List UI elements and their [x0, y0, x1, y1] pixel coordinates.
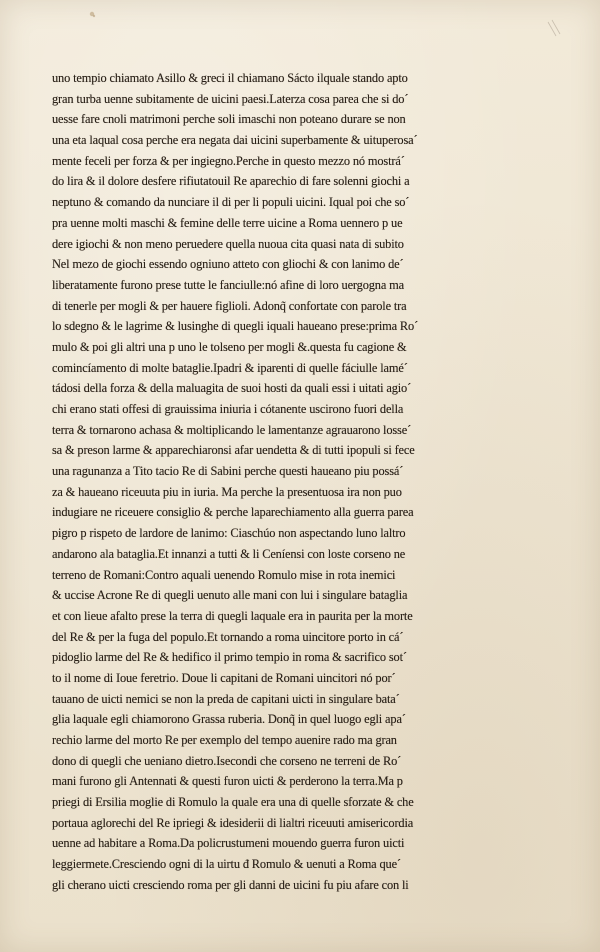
- text-line: di tenerle per mogli & per hauere figlioli. Adonq̃ confortate con parole tra: [52, 298, 407, 313]
- text-line: neptuno & comando da nunciare il di per li populi uicini. Iqual poi che so´: [52, 195, 410, 210]
- text-line: terreno de Romani:Contro aquali uenendo Romulo mise in rota inemici: [52, 567, 396, 582]
- text-line: za & haueano riceuuta piu in iuria. Ma perche la presentuosa ira non puo: [52, 484, 402, 499]
- text-line: glia laquale egli chiamorono Grassa ruberia. Donq̃ in quel luogo egli apa´: [52, 712, 406, 727]
- text-line: mente feceli per forza & per ingiegno.Perche in questo mezzo nó mostrá´: [52, 153, 405, 168]
- text-line: indugiare ne riceuere consiglio & perche laparechiamento alla guerra parea: [52, 505, 414, 520]
- text-line: priegi di Ersilia moglie di Romulo la quale era una di quelle sforzate & che: [52, 795, 414, 810]
- text-line: una ragunanza a Tito tacio Re di Sabini perche questi haueano piu possá´: [52, 464, 404, 479]
- text-line: andarono ala bataglia.Et innanzi a tutti & li Ceníensi con loste corseno ne: [52, 546, 406, 561]
- text-line: tauano de uicti nemici se non la preda de capitani uicti in singulare bata´: [52, 691, 400, 706]
- text-line: gran turba uenne subitamente de uicini paesi.Laterza cosa parea che si do´: [52, 91, 409, 106]
- text-line: do lira & il dolore desfere rifiutatouil Re aparechio di fare solenni giochi a: [52, 174, 410, 189]
- text-line: dono di quegli che ueniano dietro.Isecondi che corseno ne terreni de Ro´: [52, 753, 402, 768]
- text-line: dere igiochi & non meno peruedere quella nuoua cita quasi nata di subito: [52, 236, 404, 251]
- text-line: uesse fare cnoli matrimoni perche soli imaschi non poteano durare se non: [52, 112, 406, 127]
- text-line: lo sdegno & le lagrime & lusinghe di quegli iquali haueano prese:prima Ro´: [52, 319, 419, 334]
- pencil-mark: [548, 20, 560, 36]
- text-line: rechio larme del morto Re per exemplo del tempo auenire rado ma gran: [52, 733, 397, 747]
- text-line: et con lieue afalto prese la terra di quegli laquale era in paurita per la morte: [52, 608, 413, 623]
- text-line: uno tempio chiamato Asillo & greci il chiamano Sácto ilquale stando apto: [52, 71, 408, 85]
- text-line: leggiermete.Cresciendo ogni di la uirtu đ Romulo & uenuti a Roma que´: [52, 857, 401, 872]
- text-line: Nel mezo de giochi essendo ogniuno atteto con gliochi & con lanimo de´: [52, 257, 404, 272]
- text-line: pigro p rispeto de lardore de lanimo: Ciaschúo non aspectando luno laltro: [52, 526, 406, 541]
- text-line: pra uenne molti maschi & femine delle terre uicine a Roma uennero p ue: [52, 215, 403, 230]
- text-line: to il nome di Ioue feretrio. Doue li capitani de Romani uincitori nó por´: [52, 670, 396, 685]
- text-line: una eta laqual cosa perche era negata dai uicini superbamente & uituperosa´: [52, 133, 418, 148]
- text-line: uenne ad habitare a Roma.Da policrustumeni mouendo guerra furon uicti: [52, 836, 405, 851]
- text-line: chi erano stati offesi di grauissima iniuria i cótanente uscirono fuori della: [52, 402, 404, 416]
- text-line: del Re & per la fuga del populo.Et tornando a roma uincitore porto in cá´: [52, 629, 404, 644]
- text-line: portaua aglorechi del Re ipriegi & idesiderii di lialtri riceuuti amisericordia: [52, 815, 414, 830]
- text-line: pidoglio larme del Re & hedifico il primo tempio in roma & sacrifico sot´: [52, 650, 407, 665]
- text-line: & uccise Acrone Re di quegli uenuto alle mani con lui i singulare bataglia: [52, 588, 408, 603]
- text-line: liberatamente furono prese tutte le fanciulle:nó afine di loro uergogna ma: [52, 277, 404, 292]
- text-line: mani furono gli Antennati & questi furon uicti & perderono la terra.Ma p: [52, 774, 403, 789]
- body-text: [52, 68, 488, 896]
- text-line: sa & preson larme & apparechiaronsi afar uendetta & di tutti ipopuli si fece: [52, 443, 415, 458]
- text-line: comincíamento di molte bataglie.Ipadri & iparenti di quelle fáciulle lamé´: [52, 360, 408, 375]
- text-line: gli cherano uicti cresciendo roma per gli danni de uicini fu piu afare con li: [52, 877, 409, 892]
- text-line: terra & tornarono achasa & moltiplicando le lamentanze agrauarono losse´: [52, 422, 412, 437]
- text-line: mulo & poi gli altri una p uno le tolseno per mogli &.questa fu cagione &: [52, 339, 407, 354]
- text-line: tádosi della forza & della maluagita de suoi hosti da quali essi i uitati agio´: [52, 381, 412, 396]
